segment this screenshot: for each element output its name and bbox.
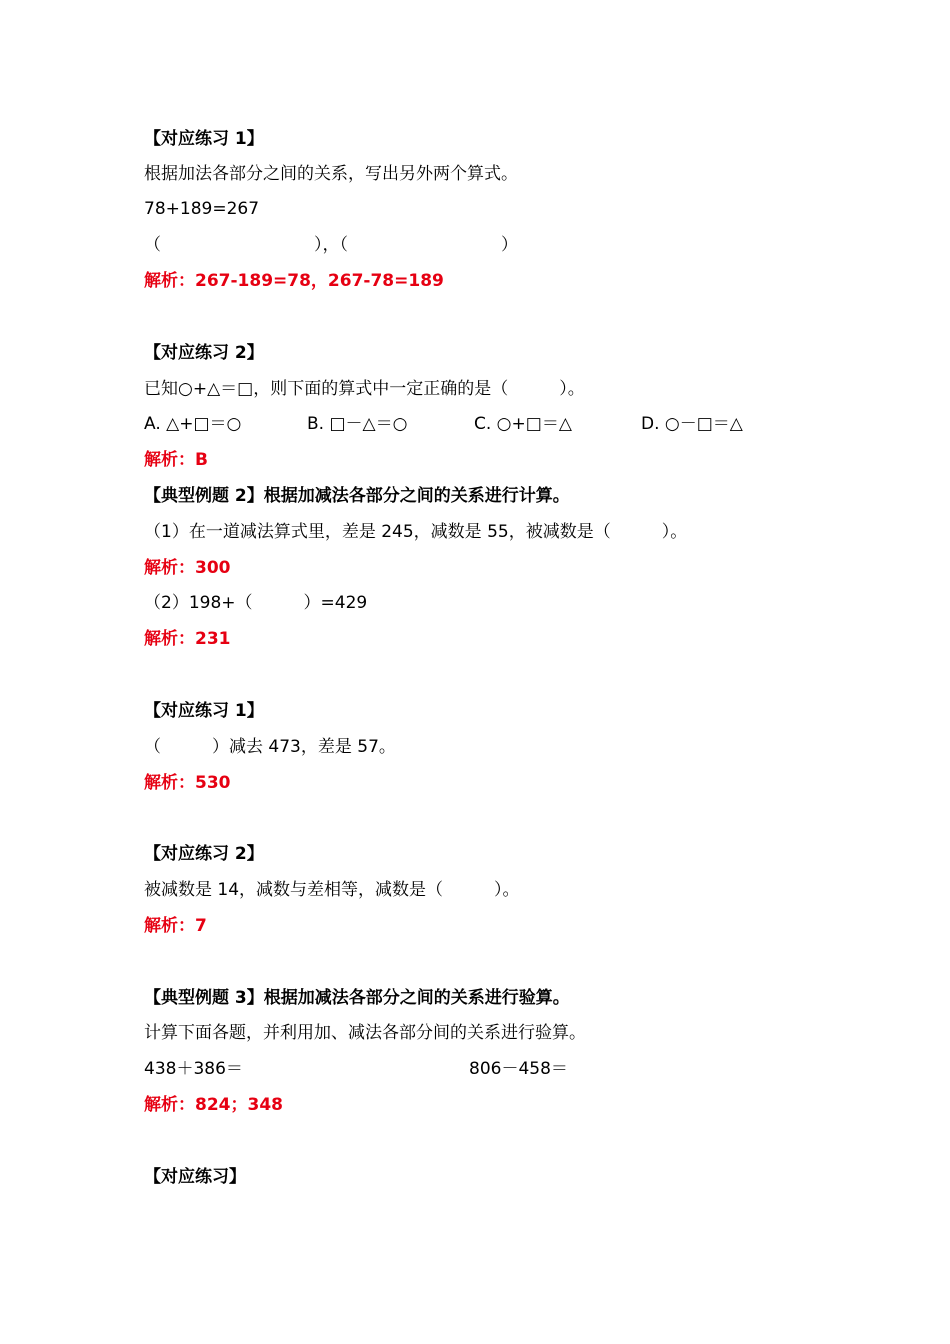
equation-text: 78+189=267 [144,199,260,219]
question-text: 被减数是 14，减数与差相等，减数是（ ）。 [144,880,520,900]
option-a: A. △+□＝○ [144,414,242,434]
question-text: （1）在一道减法算式里，差是 245，减数是 55，被减数是（ ）。 [144,522,688,542]
question-text: 计算下面各题，并利用加、减法各部分间的关系进行验算。 [144,1023,586,1043]
answer-text: 解析：530 [144,773,231,793]
question-text: 根据加法各部分之间的关系，写出另外两个算式。 [144,164,518,184]
answer-text: 解析：7 [144,916,207,936]
answer-text: 解析：B [144,450,208,470]
section-heading: 【对应练习 1】 [144,129,264,149]
answer-text: 解析：231 [144,629,231,649]
equation-text: 806－458＝ [469,1059,568,1079]
section-heading: 【典型例题 3】根据加减法各部分之间的关系进行验算。 [144,988,570,1008]
option-b: B. □－△＝○ [307,414,408,434]
section-heading: 【对应练习】 [144,1167,246,1187]
option-c: C. ○+□＝△ [474,414,572,434]
answer-text: 解析：300 [144,558,231,578]
section-heading: 【对应练习 2】 [144,844,264,864]
question-text: 已知○+△＝□，则下面的算式中一定正确的是（ ）。 [144,379,585,399]
answer-blanks: （ ），（ ） [144,235,518,255]
section-heading: 【对应练习 1】 [144,701,264,721]
question-text: （2）198+（ ）=429 [144,593,368,613]
section-heading: 【对应练习 2】 [144,343,264,363]
equation-text: 438＋386＝ [144,1059,243,1079]
answer-text: 解析：267-189=78，267-78=189 [144,271,444,291]
question-text: （ ）减去 473，差是 57。 [144,737,396,757]
answer-text: 解析：824；348 [144,1095,283,1115]
option-d: D. ○－□＝△ [641,414,743,434]
section-heading: 【典型例题 2】根据加减法各部分之间的关系进行计算。 [144,486,570,506]
